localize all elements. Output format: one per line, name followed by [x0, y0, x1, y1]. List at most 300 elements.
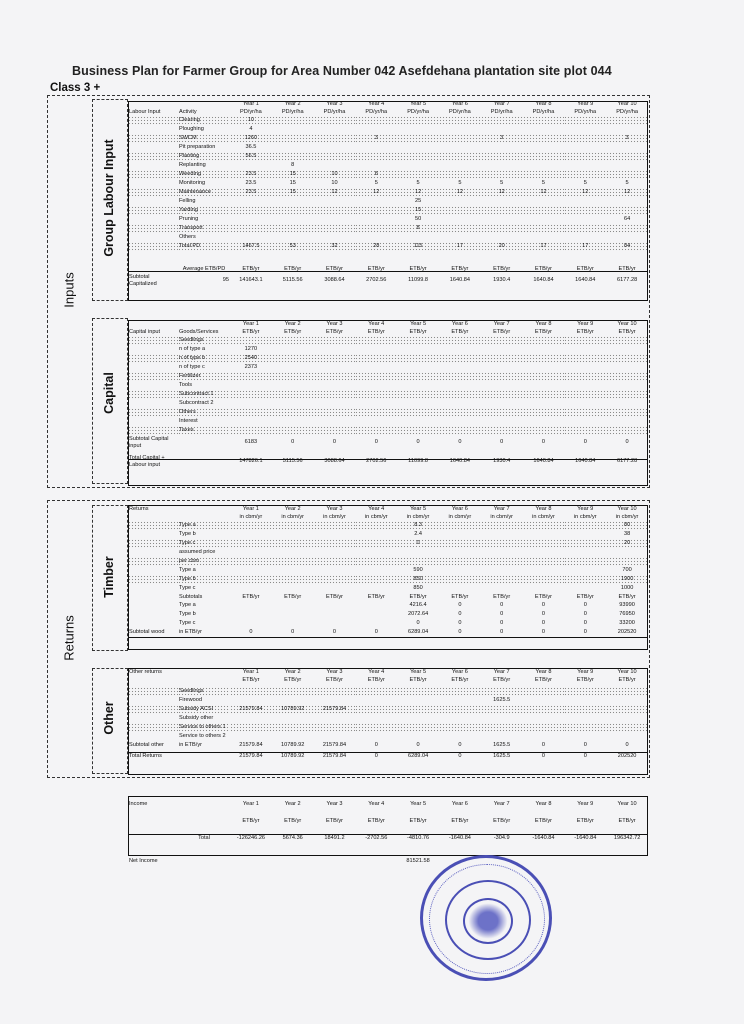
subtotal-cell: 1930.4	[493, 277, 511, 283]
table-cell	[230, 417, 272, 426]
table-cell	[397, 696, 439, 705]
table-cell	[314, 687, 356, 696]
subtotal-cell: 0	[458, 629, 462, 635]
table-cell: 5	[583, 180, 587, 186]
table-cell	[564, 584, 606, 593]
table-cell	[314, 584, 356, 593]
year-header: Year 3	[326, 801, 343, 807]
table-cell	[523, 372, 565, 381]
total-cell: 202520	[617, 753, 637, 759]
table-cell	[606, 336, 648, 345]
table-cell	[481, 723, 523, 732]
table-cell: 3	[606, 134, 648, 143]
total-cell: 21579.84	[239, 753, 263, 759]
table-cell	[606, 206, 648, 215]
net-income-label: Net Income	[129, 858, 158, 864]
table-cell	[272, 134, 314, 143]
unit-header: PD/yr/ha	[532, 109, 555, 115]
table-cell	[230, 206, 272, 215]
table-cell: 5	[500, 180, 504, 186]
table-cell	[481, 732, 523, 741]
table-cell	[397, 399, 439, 408]
year-header: Year 2	[284, 669, 301, 675]
table-cell	[564, 530, 606, 539]
table-cell	[481, 143, 523, 152]
table-cell	[523, 584, 565, 593]
income-cell: -1640.84	[448, 835, 471, 841]
other-divider	[128, 752, 648, 753]
table-cell	[397, 417, 439, 426]
table-cell	[564, 381, 606, 390]
year-header: Year 4	[368, 321, 385, 327]
unit-header: PD/yr/ha	[365, 109, 388, 115]
labour-input-header: Labour Input	[129, 109, 161, 115]
table-cell	[272, 732, 314, 741]
table-cell	[481, 233, 523, 242]
table-cell	[564, 575, 606, 584]
table-row	[128, 197, 648, 206]
table-cell	[272, 390, 314, 399]
year-header: Year 5	[410, 321, 427, 327]
table-cell	[355, 354, 397, 363]
table-cell	[397, 345, 439, 354]
table-cell	[230, 687, 272, 696]
year-header: Year 8	[535, 801, 552, 807]
table-cell	[606, 372, 648, 381]
row-label: Subsidy other	[179, 715, 214, 721]
table-cell	[439, 687, 481, 696]
income-cell: -1640.84	[574, 835, 597, 841]
table-cell	[523, 548, 565, 557]
unit-header: ETB/yr	[534, 677, 553, 683]
table-cell	[230, 197, 272, 206]
table-cell	[272, 336, 314, 345]
table-cell	[397, 170, 439, 179]
table-cell	[314, 345, 356, 354]
table-row	[128, 426, 648, 435]
table-cell: 15	[272, 170, 314, 179]
table-cell	[314, 521, 356, 530]
table-cell: 28	[355, 242, 397, 251]
table-cell	[564, 732, 606, 741]
table-cell	[272, 584, 314, 593]
table-cell	[481, 548, 523, 557]
table-cell: 12	[314, 188, 356, 197]
table-cell	[606, 152, 648, 161]
table-cell	[314, 206, 356, 215]
inputs-label: Inputs	[61, 272, 77, 308]
table-row	[128, 134, 648, 143]
subtotal-cell: 0	[374, 629, 378, 635]
table-cell	[439, 381, 481, 390]
subtotal-cell: 0	[625, 742, 629, 748]
row-label: Type a	[179, 567, 196, 573]
table-cell	[397, 390, 439, 399]
unit-header: ETB/yr	[242, 329, 260, 335]
unit-header: ETB/yr	[451, 329, 469, 335]
table-cell: 590	[413, 567, 423, 573]
table-cell	[355, 408, 397, 417]
table-cell	[272, 345, 314, 354]
year-header: Year 4	[368, 101, 385, 107]
table-cell: 0	[500, 611, 504, 617]
unit-header: ETB/yr	[534, 818, 553, 824]
table-cell	[314, 575, 356, 584]
table-cell	[564, 354, 606, 363]
income-divider	[128, 834, 648, 835]
table-cell	[564, 206, 606, 215]
table-cell	[606, 170, 648, 179]
table-cell	[439, 116, 481, 125]
table-cell	[481, 206, 523, 215]
table-cell	[481, 125, 523, 134]
row-label: Pit preparation	[179, 144, 216, 150]
table-cell	[523, 696, 565, 705]
subtotal-cell: 0	[374, 439, 378, 445]
table-cell	[355, 215, 397, 224]
table-cell: 33200	[619, 620, 635, 626]
table-cell: 64	[623, 216, 631, 222]
table-cell	[272, 548, 314, 557]
table-cell: 0	[583, 611, 587, 617]
table-cell	[355, 197, 397, 206]
table-cell	[481, 530, 523, 539]
table-cell	[439, 408, 481, 417]
table-cell	[481, 557, 523, 566]
table-cell	[314, 381, 356, 390]
year-header: Year 8	[535, 321, 552, 327]
table-cell	[439, 705, 481, 714]
table-cell	[314, 530, 356, 539]
row-label: Replanting	[179, 162, 206, 168]
year-header: Year 1	[242, 669, 259, 675]
table-cell	[439, 575, 481, 584]
unit-header: PD/yr/ha	[574, 109, 597, 115]
unit-header: PD/yr/ha	[323, 109, 346, 115]
table-cell: 1260	[230, 134, 272, 143]
official-stamp	[420, 855, 552, 981]
table-cell	[564, 723, 606, 732]
table-cell	[272, 354, 314, 363]
table-cell	[230, 399, 272, 408]
table-cell	[439, 548, 481, 557]
table-cell	[439, 336, 481, 345]
table-cell	[523, 723, 565, 732]
table-cell	[314, 125, 356, 134]
table-cell	[481, 345, 523, 354]
table-cell	[439, 732, 481, 741]
year-header: Year 3	[326, 506, 343, 512]
year-header: Year 8	[535, 669, 552, 675]
table-cell	[397, 134, 439, 143]
page-title: Business Plan for Farmer Group for Area Number 042 Asefdehana plantation site plot 044	[72, 64, 612, 78]
table-cell	[523, 354, 565, 363]
unit-header: ETB/yr	[325, 266, 344, 272]
table-cell	[230, 224, 272, 233]
table-cell: 21579.84	[230, 705, 272, 714]
table-row	[128, 206, 648, 215]
year-header: Year 10	[617, 801, 637, 807]
table-cell	[481, 566, 523, 575]
table-cell	[355, 233, 397, 242]
subtotal-cell: 11099.8	[408, 277, 428, 283]
table-cell	[230, 723, 272, 732]
table-cell: 93990	[619, 602, 635, 608]
year-header: Year 9	[577, 101, 594, 107]
total-cell: 3088.64	[324, 458, 345, 464]
table-cell	[439, 224, 481, 233]
unit-header: ETB/yr	[284, 266, 302, 272]
unit-header: ETB/yr	[284, 594, 302, 600]
subtotal-capitalized-label: Subtotal Capitalized	[129, 273, 157, 287]
unit-header: ETB/yr	[534, 329, 553, 335]
table-cell	[314, 566, 356, 575]
total-capital-label: Total Capital + Labour input	[129, 454, 165, 468]
table-row	[128, 521, 648, 530]
table-cell	[272, 723, 314, 732]
subtotal-cell: 21579.84	[322, 742, 347, 748]
year-header: Year 6	[451, 321, 468, 327]
table-cell	[523, 197, 565, 206]
timber-label: Timber	[102, 556, 116, 598]
capital-label: Capital	[102, 372, 116, 414]
table-cell: 84	[606, 242, 648, 251]
table-cell	[397, 557, 439, 566]
income-table	[128, 800, 648, 844]
unit-header: ETB/yr	[325, 594, 344, 600]
table-cell	[272, 408, 314, 417]
unit-header: ETB/yr	[284, 818, 302, 824]
table-cell	[272, 610, 314, 619]
table-row	[128, 575, 648, 584]
table-cell	[439, 197, 481, 206]
table-cell	[564, 714, 606, 723]
table-cell: 38	[623, 531, 631, 537]
table-cell	[523, 215, 565, 224]
table-cell	[230, 610, 272, 619]
unit-header: ETB/yr	[409, 329, 427, 335]
table-row	[128, 705, 648, 714]
subtotal-cell: 0	[583, 742, 587, 748]
row-label: Type a	[178, 521, 230, 530]
row-label: Yarding	[178, 206, 230, 215]
table-cell: 53	[272, 242, 314, 251]
table-cell	[355, 584, 397, 593]
year-header: Year 10	[617, 101, 637, 107]
table-cell: 0	[458, 620, 462, 626]
unit-header: ETB/yr	[325, 329, 344, 335]
table-cell: 12	[481, 188, 523, 197]
row-label: Clearing	[178, 116, 230, 125]
table-cell	[523, 557, 565, 566]
table-cell	[272, 417, 314, 426]
table-cell	[355, 539, 397, 548]
table-cell	[272, 116, 314, 125]
unit-header: ETB/yr	[493, 266, 511, 272]
table-cell	[355, 116, 397, 125]
row-label: Taxes	[178, 426, 230, 435]
table-cell	[230, 575, 272, 584]
table-cell	[564, 170, 606, 179]
table-cell: 5	[458, 180, 462, 186]
table-cell	[606, 354, 648, 363]
table-cell	[606, 687, 648, 696]
table-cell	[272, 197, 314, 206]
year-header: Year 2	[284, 321, 301, 327]
table-cell	[314, 372, 356, 381]
table-cell	[230, 215, 272, 224]
table-cell: 0	[541, 611, 546, 617]
subtotal-cell: 5115.56	[282, 277, 303, 283]
table-cell	[439, 233, 481, 242]
year-header: Year 3	[326, 669, 343, 675]
year-header: Year 1	[242, 801, 259, 807]
unit-header: ETB/yr	[618, 677, 636, 683]
table-cell	[564, 521, 606, 530]
income-header: Income	[129, 801, 148, 807]
unit-header: PD/yr/ha	[449, 109, 471, 115]
unit-header: ETB/yr	[451, 677, 469, 683]
table-cell: 1270	[244, 346, 258, 352]
table-cell	[314, 197, 356, 206]
total-cell: 10789.92	[281, 753, 305, 759]
unit-header: ETB/yr	[618, 818, 636, 824]
net-income-row	[128, 857, 648, 866]
table-cell: 32	[314, 242, 356, 251]
income-cell: 196342.72	[613, 835, 641, 841]
year-header: Year 9	[577, 669, 594, 675]
table-cell	[439, 152, 481, 161]
table-cell: 2.4	[414, 531, 422, 537]
table-row	[128, 233, 648, 242]
table-cell	[439, 206, 481, 215]
table-cell	[314, 161, 356, 170]
labour-table	[128, 100, 648, 288]
table-cell	[272, 233, 314, 242]
table-row	[128, 345, 648, 354]
class-label: Class 3 +	[50, 82, 101, 94]
table-cell	[523, 206, 565, 215]
year-header: Year 2	[284, 101, 301, 107]
table-cell	[439, 566, 481, 575]
table-cell: 1000	[620, 585, 634, 591]
table-cell	[481, 408, 523, 417]
row-label: Others	[178, 408, 230, 417]
table-cell	[523, 417, 565, 426]
table-cell: 5	[625, 180, 629, 186]
year-header: Year 2	[284, 506, 301, 512]
table-cell	[481, 161, 523, 170]
table-cell	[523, 426, 565, 435]
table-cell	[397, 372, 439, 381]
table-cell	[481, 426, 523, 435]
table-cell	[439, 521, 481, 530]
table-cell	[314, 714, 356, 723]
table-cell	[397, 125, 439, 134]
table-cell: 0	[458, 611, 462, 617]
table-cell	[230, 426, 272, 435]
table-cell	[564, 215, 606, 224]
unit-header: ETB/yr	[451, 594, 469, 600]
table-cell	[481, 116, 523, 125]
unit-header: ETB/yr	[367, 677, 385, 683]
table-cell	[439, 363, 481, 372]
table-cell	[564, 696, 606, 705]
table-cell	[523, 381, 565, 390]
capital-input-header: Capital input	[129, 329, 161, 335]
table-cell	[606, 399, 648, 408]
table-cell	[314, 134, 356, 143]
table-cell	[606, 363, 648, 372]
table-cell	[397, 426, 439, 435]
table-cell	[523, 125, 565, 134]
table-cell	[523, 390, 565, 399]
row-label: Type a	[179, 602, 196, 608]
unit-header: PD/yr/ha	[240, 109, 262, 115]
table-cell	[606, 116, 648, 125]
subtotal-cell: 0	[541, 439, 546, 445]
total-cell: 6289.04	[407, 753, 429, 759]
table-cell	[355, 714, 397, 723]
unit-header: ETB/yr	[576, 329, 594, 335]
unit-header: ETB/yr	[576, 818, 594, 824]
row-label: Others	[179, 234, 196, 240]
table-cell	[523, 224, 565, 233]
subtotals-label: Subtotals	[179, 594, 203, 600]
table-cell	[481, 354, 523, 363]
total-cell: 1930.4	[493, 458, 511, 464]
subtotal-cell: 0	[500, 439, 504, 445]
table-cell: 12	[564, 188, 606, 197]
table-cell	[606, 723, 648, 732]
table-row	[128, 170, 648, 179]
table-cell	[439, 417, 481, 426]
subtotal-cell: 21579.84	[239, 742, 263, 748]
table-cell	[564, 417, 606, 426]
table-cell: 4	[249, 126, 253, 132]
table-cell: 2072.64	[407, 611, 429, 617]
net-income-value: 81521.58	[406, 858, 430, 864]
table-cell	[314, 143, 356, 152]
income-cell: -4810.76	[407, 835, 430, 841]
unit-header: ETB/yr	[409, 266, 427, 272]
subtotal-cell: 10789.92	[281, 742, 305, 748]
table-cell	[439, 723, 481, 732]
table-cell: 0	[541, 620, 546, 626]
table-cell	[439, 161, 481, 170]
table-cell	[439, 426, 481, 435]
table-cell: 1625.5	[493, 697, 511, 703]
table-cell	[564, 548, 606, 557]
row-label: n of type a	[179, 346, 206, 352]
subtotal-cell: 0	[291, 629, 295, 635]
table-cell: 850	[413, 585, 423, 591]
table-cell: 80	[606, 521, 648, 530]
table-cell	[272, 539, 314, 548]
row-label: Maintenance	[178, 188, 230, 197]
table-cell	[606, 233, 648, 242]
table-cell	[230, 566, 272, 575]
row-label: assumed price	[179, 549, 216, 555]
unit-header: ETB/yr	[451, 818, 469, 824]
income-cell: -1640.84	[532, 835, 555, 841]
table-cell	[314, 354, 356, 363]
group-labour-label: Group Labour Input	[102, 139, 116, 257]
table-row	[128, 381, 648, 390]
row-label: Type b	[178, 575, 230, 584]
subtotal-wood-label: Subtotal wood	[129, 629, 165, 635]
subtotal-cell: 0	[625, 439, 629, 445]
